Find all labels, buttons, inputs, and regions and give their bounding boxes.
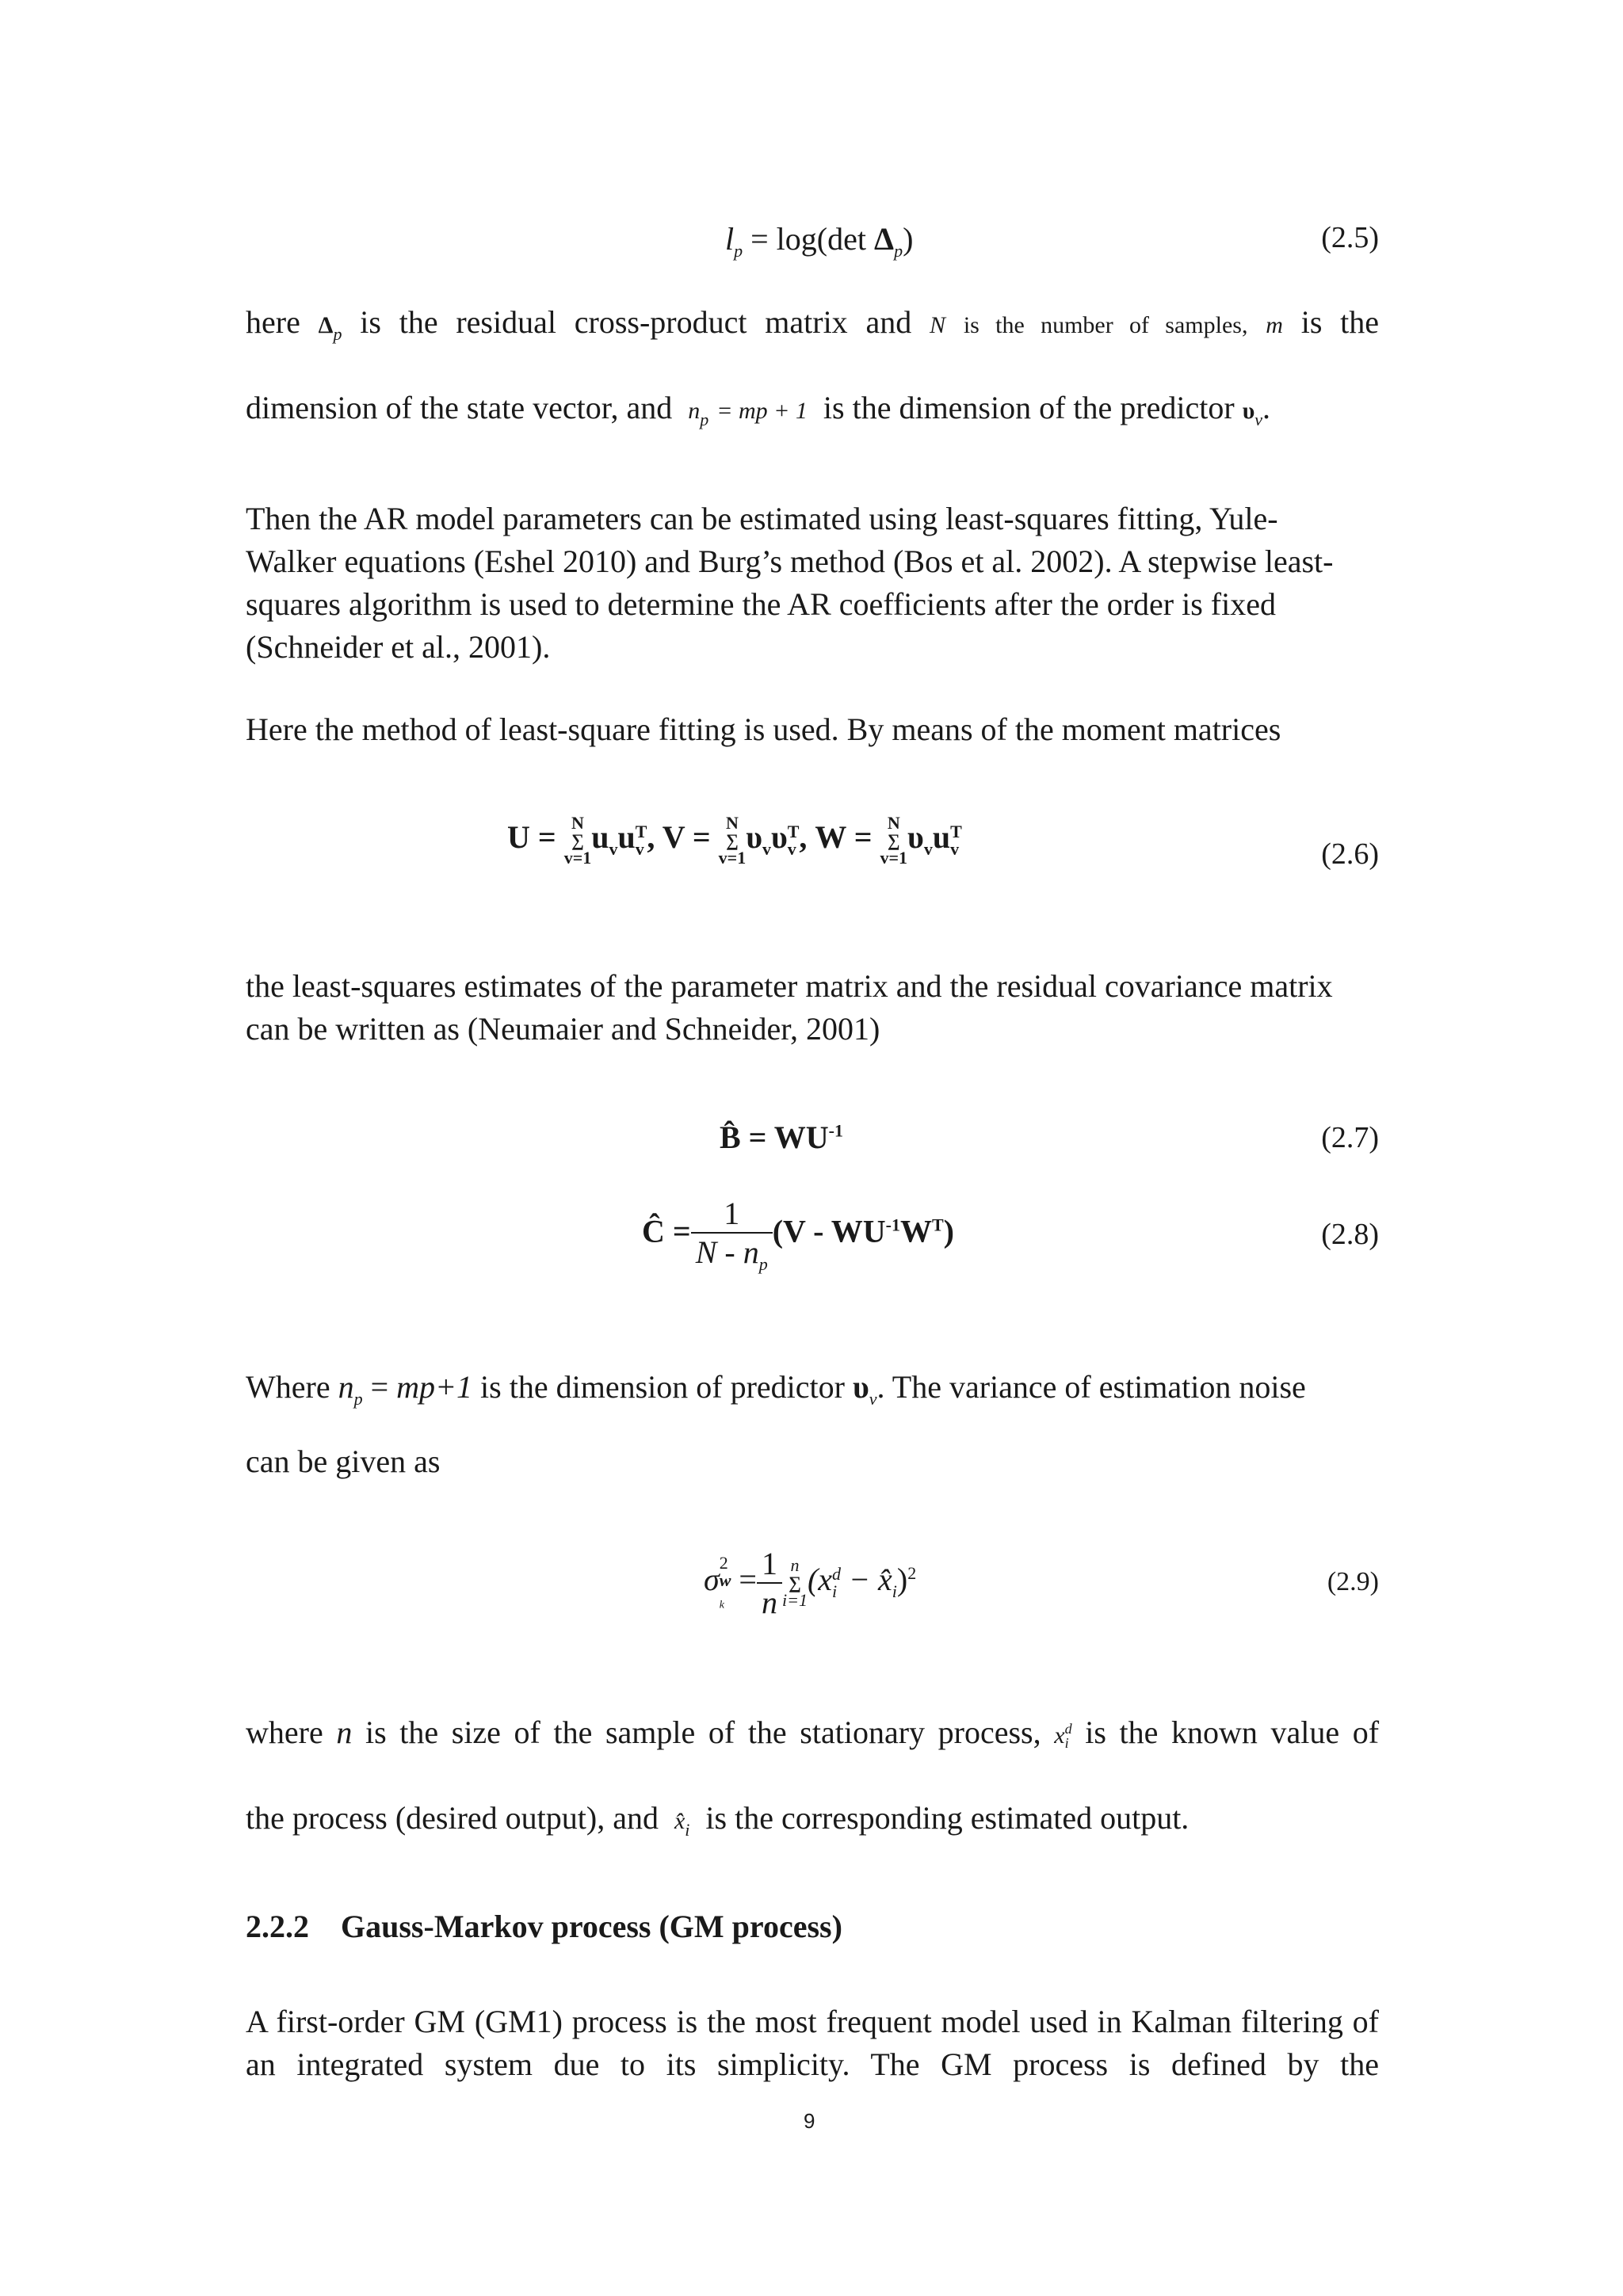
paragraph-process-desired: the process (desired output), and $x̂_i$ is the corresponding estimated output. bbox=[246, 1800, 1190, 1840]
eq-2-6-number: (2.6) bbox=[1321, 837, 1379, 871]
equation-2-7: B̂ = $WU^{-1}$ bbox=[720, 1119, 843, 1155]
equation-2-9: σ 2 w $_k$ = $\frac{1}{n}$ n ∑ i=1 (x d i − $x̂_i)^2$ bbox=[704, 1546, 917, 1620]
eq-2-8-number: (2.8) bbox=[1321, 1218, 1379, 1251]
paragraph-residual-line-1: here $\Delta_p$ is the residual cross-product matrix and N is the number of samples, m is the bbox=[246, 304, 1380, 344]
section-heading bbox=[246, 1908, 842, 1945]
eq-2-5-lhs: l bbox=[725, 221, 735, 257]
eq-2-5-number: (2.5) bbox=[1321, 221, 1379, 254]
paragraph-gm-process: A first-order GM (GM1) process is the most frequent model used in Kalman filtering of an integrated system due to its simplicity. The GM process is defined by the bbox=[246, 2004, 1379, 2082]
paragraph-where-np: Where $n_p = mp+1$ is the dimension of predictor $\upsilon_v$. The variance of estimation noise bbox=[246, 1369, 1306, 1409]
paragraph-least-squares: Here the method of least-square fitting is used. By means of the moment matrices bbox=[246, 711, 1281, 747]
equation-2-8: Ĉ = $\frac{1}{N - n_p}$ $(V - WU^{-1}W^T)$ bbox=[642, 1196, 954, 1274]
paragraph-where-n: where n is the size of the sample of the stationary process, x d i is the known value of bbox=[246, 1714, 1380, 1751]
section-number: 2.2.2 bbox=[246, 1909, 309, 1944]
page-number: 9 bbox=[804, 2109, 815, 2133]
equation-2-6: U = N ∑ v=1 $u_vu$ T v , V = N ∑ v=1 $\upsilon_v\upsilon$ T v , W = N ∑ v=1 $\upsilon_vu$ T v bbox=[507, 813, 962, 868]
paragraph-residual-line-2: dimension of the state vector, and $n_p$ = mp + 1 is the dimension of the predictor $\upsilon_v$. bbox=[246, 390, 1271, 429]
paragraph-can-be-given: can be given as bbox=[246, 1444, 441, 1479]
paragraph-ar-estimation: Then the AR model parameters can be estimated using least-squares fitting, Yule-Walker equations (Eshel 2010) and Burg’s method (Bos et al. 2002). A stepwise least-squares algorithm is used to determine the AR coefficients after the order is fixed (Schneider et al., 2001). bbox=[246, 501, 1334, 665]
eq-2-9-number: (2.9) bbox=[1327, 1567, 1379, 1596]
equation-2-5: $l_p = \log(\det$ $\Delta_p$) bbox=[725, 221, 914, 261]
paragraph-estimates: the least-squares estimates of the parameter matrix and the residual covariance matrix can be written as (Neumaier and Schneider, 2001) bbox=[246, 968, 1333, 1047]
section-title: Gauss-Markov process (GM process) bbox=[341, 1909, 842, 1944]
eq-2-7-number: (2.7) bbox=[1321, 1121, 1379, 1154]
